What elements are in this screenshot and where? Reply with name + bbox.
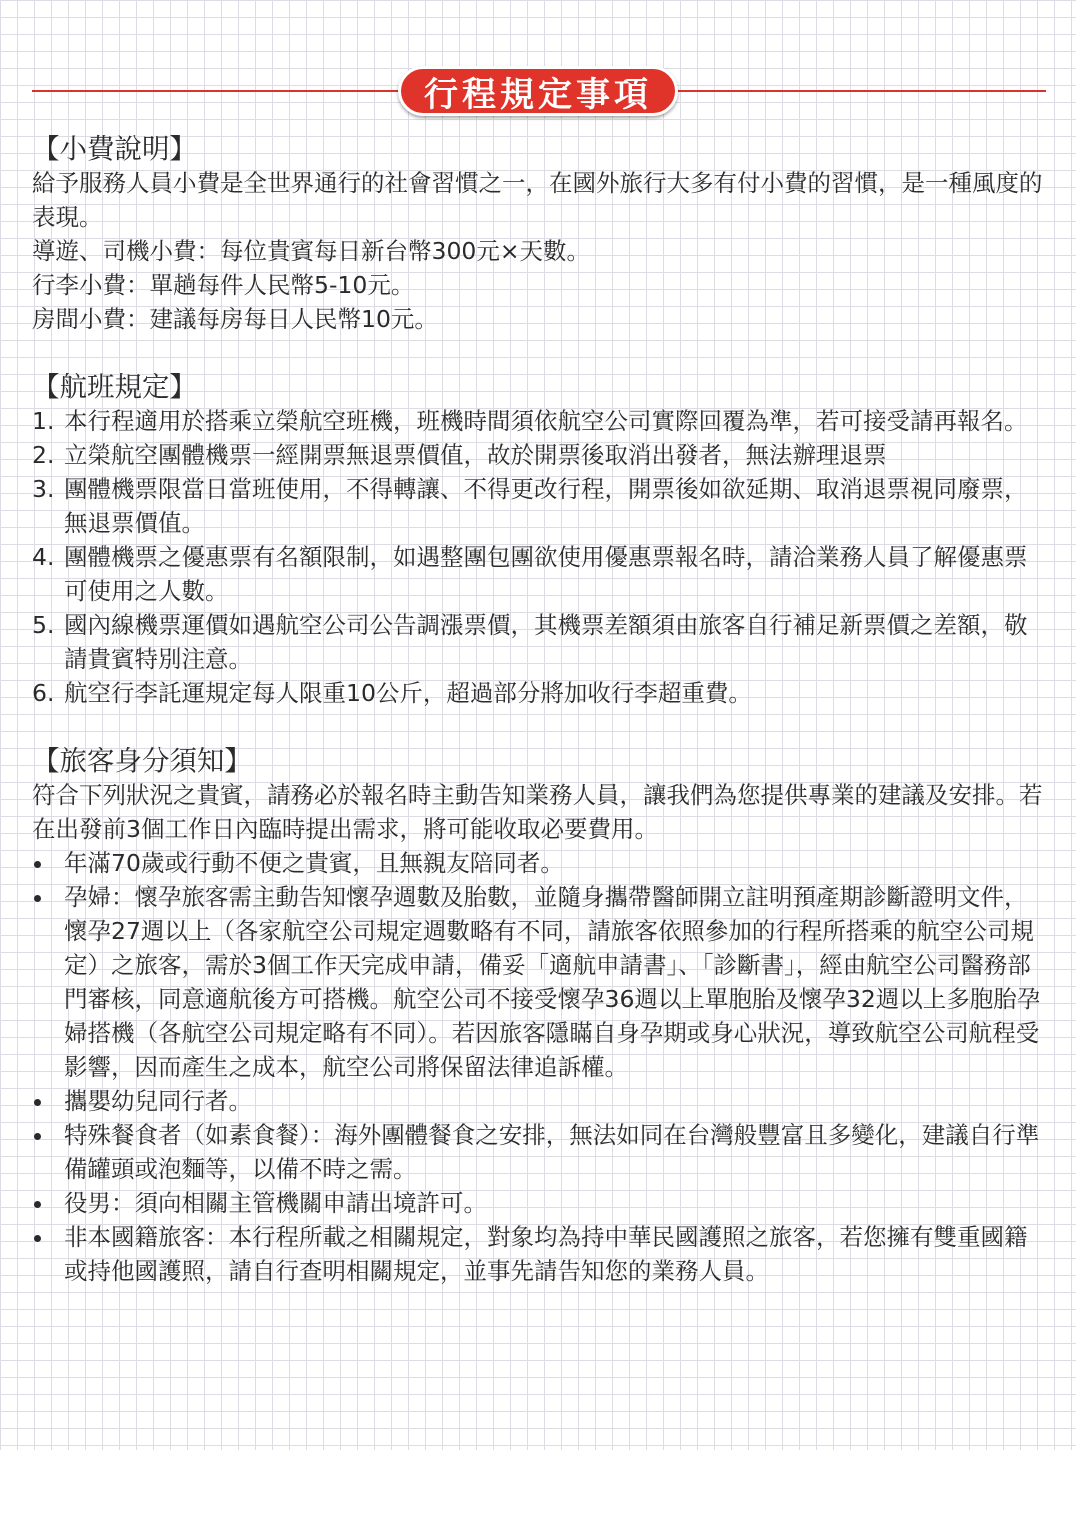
item-number: 1. [32, 407, 55, 435]
content [32, 132, 1046, 1288]
list-item [32, 540, 1046, 608]
tips-line: 房間小費：建議每房每日人民幣10元。 [32, 305, 438, 333]
tips-line: 導遊、司機小費：每位貴賓每日新台幣300元×天數。 [32, 237, 591, 265]
item-text: 立榮航空團體機票一經開票無退票價值，故於開票後取消出發者，無法辦理退票 [64, 441, 887, 469]
list-item [32, 472, 1046, 540]
item-number: 5. [32, 611, 55, 639]
list-item [32, 404, 1046, 438]
item-text: 本行程適用於搭乘立榮航空班機，班機時間須依航空公司實際回覆為準，若可接受請再報名。 [64, 407, 1028, 435]
list-item [32, 676, 1046, 710]
list-item [32, 1220, 1046, 1288]
bullet-icon [34, 1099, 41, 1106]
item-text: 年滿70歲或行動不便之貴賓，且無親友陪同者。 [64, 849, 564, 877]
item-text: 孕婦：懷孕旅客需主動告知懷孕週數及胎數，並隨身攜帶醫師開立註明預產期診斷證明文件，懷孕27週以上（各家航空公司規定週數略有不同，請旅客依照參加的行程所搭乘的航空公司規定）之旅客，需於3個工作天完成申請，備妥「適航申請書」、「診斷書」，經由航空公司醫務部門審核，同意適航後方可搭機。航空公司不接受懷孕36週以上單胞胎及懷孕32週以上多胞胎孕婦搭機（各航空公司規定略有不同）。若因旅客隱瞞自身孕期或身心狀況，導致航空公司航程受影響，因而產生之成本，航空公司將保留法律追訴權。 [64, 883, 1041, 1081]
item-text: 攜嬰幼兒同行者。 [64, 1087, 252, 1115]
list-item [32, 880, 1046, 1084]
bullet-icon [34, 1201, 41, 1208]
item-number: 4. [32, 543, 55, 571]
tips-section [32, 132, 1046, 336]
item-number: 2. [32, 441, 55, 469]
tips-line: 行李小費：單趟每件人民幣5-10元。 [32, 271, 415, 299]
tips-line: 給予服務人員小費是全世界通行的社會習慣之一，在國外旅行大多有付小費的習慣，是一種風度的表現。 [32, 169, 1043, 231]
bullet-icon [34, 1235, 41, 1242]
tips-heading: 【小費說明】 [32, 133, 197, 165]
list-item [32, 1118, 1046, 1186]
identity-heading: 【旅客身分須知】 [32, 745, 252, 777]
bullet-icon [34, 1133, 41, 1140]
list-item [32, 608, 1046, 676]
section-gap [32, 710, 1046, 744]
bullet-icon [34, 861, 41, 868]
item-text: 團體機票之優惠票有名額限制，如遇整團包團欲使用優惠票報名時，請洽業務人員了解優惠票可使用之人數。 [64, 543, 1028, 605]
flights-heading: 【航班規定】 [32, 371, 197, 403]
identity-list [32, 846, 1046, 1288]
flights-list [32, 404, 1046, 710]
identity-section [32, 744, 1046, 1288]
title-badge [398, 66, 678, 116]
item-text: 航空行李託運規定每人限重10公斤，超過部分將加收行李超重費。 [64, 679, 752, 707]
item-text: 役男：須向相關主管機關申請出境許可。 [64, 1189, 487, 1217]
list-item [32, 1084, 1046, 1118]
item-text: 特殊餐食者（如素食餐）：海外團體餐食之安排，無法如同在台灣般豐富且多變化，建議自行準備罐頭或泡麵等，以備不時之需。 [64, 1121, 1040, 1183]
item-text: 團體機票限當日當班使用，不得轉讓、不得更改行程，開票後如欲延期、取消退票視同廢票，無退票價值。 [64, 475, 1028, 537]
list-item [32, 1186, 1046, 1220]
list-item [32, 846, 1046, 880]
section-gap [32, 336, 1046, 370]
item-text: 國內線機票運價如遇航空公司公告調漲票價，其機票差額須由旅客自行補足新票價之差額，敬請貴賓特別注意。 [64, 611, 1028, 673]
item-number: 6. [32, 679, 55, 707]
item-text: 非本國籍旅客：本行程所載之相關規定，對象均為持中華民國護照之旅客，若您擁有雙重國籍或持他國護照，請自行查明相關規定，並事先請告知您的業務人員。 [64, 1223, 1028, 1285]
identity-intro: 符合下列狀況之貴賓，請務必於報名時主動告知業務人員，讓我們為您提供專業的建議及安排。若在出發前3個工作日內臨時提出需求，將可能收取必要費用。 [32, 781, 1043, 843]
bullet-icon [34, 895, 41, 902]
list-item [32, 438, 1046, 472]
flights-section [32, 370, 1046, 710]
page-title: 行程規定事項 [424, 74, 652, 115]
item-number: 3. [32, 475, 55, 503]
